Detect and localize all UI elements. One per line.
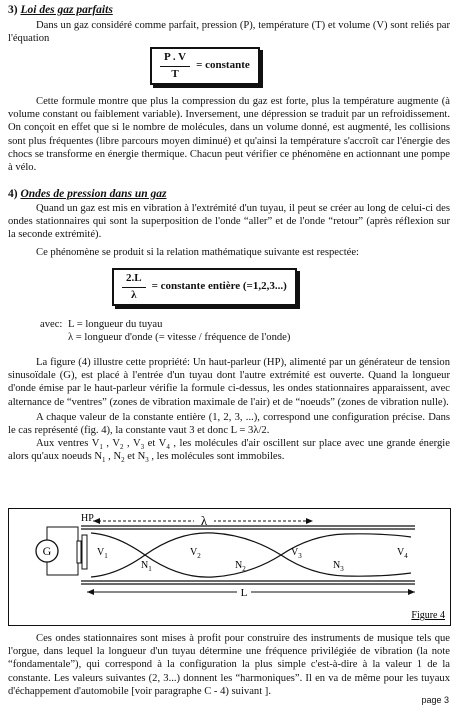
section-3-title: Loi des gaz parfaits <box>20 4 113 16</box>
page-number: page 3 <box>421 695 449 705</box>
section-3-paragraph-1: Dans un gaz considéré comme parfait, pression (P), température (T) et volume (V) sont reliés par l'équation <box>8 20 450 45</box>
generator-label: G <box>42 544 52 558</box>
standing-wave-denominator: λ <box>131 288 137 301</box>
ideal-gas-numerator: P . V <box>160 51 190 66</box>
antinode-v2: $V_2$ <box>190 547 201 560</box>
definition-wavelength: λ = longueur d'onde (= vitesse / fréquence de l'onde) <box>68 332 291 343</box>
speaker-membrane <box>82 535 87 569</box>
section-4-title: Ondes de pression dans un gaz <box>20 188 167 200</box>
standing-wave-equals: = constante entière (=1,2,3...) <box>151 280 287 293</box>
section-4-number: 4) <box>8 188 18 200</box>
ideal-gas-formula <box>150 47 260 85</box>
speaker-body <box>77 541 81 563</box>
wave-upper-envelope <box>91 533 411 577</box>
section-4-paragraph-2: Ce phénomène se produit si la relation mathématique suivante est respectée: <box>36 246 360 258</box>
section-4-conclusion <box>8 632 450 698</box>
section-3-heading <box>8 4 113 17</box>
antinode-v1: $V_1$ <box>97 547 108 560</box>
node-n2: $N_2$ <box>235 560 246 573</box>
standing-wave-formula <box>112 268 297 306</box>
lambda-right-arrow <box>306 518 313 524</box>
section-4-heading <box>8 188 167 201</box>
lambda-left-arrow <box>93 518 100 524</box>
section-3-body <box>8 95 450 174</box>
length-label: L <box>240 587 248 599</box>
lambda-label: λ <box>200 513 208 528</box>
avec-label: avec: <box>40 319 63 330</box>
section-4-paragraph-6: Ces ondes stationnaires sont mises à profit pour construire des instruments de musique tels que l'orgue, dans lequel la longueur d'un tuyau détermine une fréquence privilégiée de vibration (la note “fondamentale”), qui correspond à la configuration la plus simple c'est-à-dire à la valeur 1 de la constante. Les valeurs suivantes (2, 3...) donnent les “harmoniques”. Il en va de même pour les tuyaux d'échappement d'automobile [voir paragraphe C - 4) suivant ]. <box>8 633 450 697</box>
standing-wave-fraction <box>122 272 146 301</box>
ideal-gas-fraction <box>160 51 190 80</box>
wire-top <box>47 527 78 541</box>
speaker-label: HP <box>81 513 94 524</box>
standing-wave-diagram <box>9 509 450 625</box>
antinode-v4: $V_4$ <box>397 547 408 560</box>
section-4-paragraph-4: A chaque valeur de la constante entière (1, 2, 3, ...), correspond une configuration précise. Dans le cas représenté (fig. 4), la constante vaut 3 et donc L = 3λ/2. <box>8 411 450 437</box>
section-4-intro <box>8 202 450 259</box>
section-3-number: 3) <box>8 4 18 16</box>
length-left-arrow <box>87 589 94 595</box>
section-4-paragraph-3: La figure (4) illustre cette propriété: Un haut-parleur (HP), alimenté par un générateur de tension sinusoïdale (G), est placé à l'entrée d'un tuyau dont l'autre extrémité est ouverte. Quand la longueur d'onde émise par le haut-parleur vérifie la formule ci-dessus, les ondes stationnaires apparaissent, avec alternance de “ventres” (zones de vibration maximale de l'air) et de “noeuds” (zones de vibration nulle). <box>8 357 450 408</box>
definition-length: L = longueur du tuyau <box>68 319 163 330</box>
section-3-intro <box>8 19 450 45</box>
section-4-paragraph-1: Quand un gaz est mis en vibration à l'extrémité d'un tuyau, il peut se créer au long de celui-ci des ondes stationnaires qui sont la superposition de l'onde “aller” et de l'onde “retour” (après réflexion sur la seconde extrémité). <box>8 203 450 241</box>
figure-caption: Figure 4 <box>411 610 445 621</box>
wire-bottom <box>47 562 78 575</box>
standing-wave-numerator: 2.L <box>122 272 146 287</box>
ideal-gas-denominator: T <box>171 67 179 80</box>
node-n1: $N_1$ <box>141 560 152 573</box>
length-right-arrow <box>408 589 415 595</box>
section-3-paragraph-2: Cette formule montre que plus la compression du gaz est forte, plus la température augmente (à volume constant ou faiblement variable). Inversement, une dépression se traduit par un refroidissement. On conçoit en effet que si le nombre de molécules, dans un volume donné, est augmenté, les collisions sont plus fréquentes (libre parcours moyen diminué) et qu'ainsi la température s'accroît car l'énergie des chocs se transforme en énergie thermique. Chacun peut vérifier ce phénomène en actionnant une pompe à vélo. <box>8 96 450 174</box>
wave-lower-envelope <box>91 533 411 577</box>
section-4-body <box>8 356 450 464</box>
section-4-paragraph-5: Aux ventres $V_1$ , $V_2$ , $V_3$ et $V_4$ , les molécules d'air oscillent sur place avec une grande énergie alors qu'aux noeuds $N_1$ , $N_2$ et $N_3$ , les molécules sont immobiles. <box>8 438 450 465</box>
node-n3: $N_3$ <box>333 560 344 573</box>
figure-4 <box>8 508 451 626</box>
ideal-gas-equals: = constante <box>196 59 250 72</box>
antinode-v3: $V_3$ <box>291 547 302 560</box>
